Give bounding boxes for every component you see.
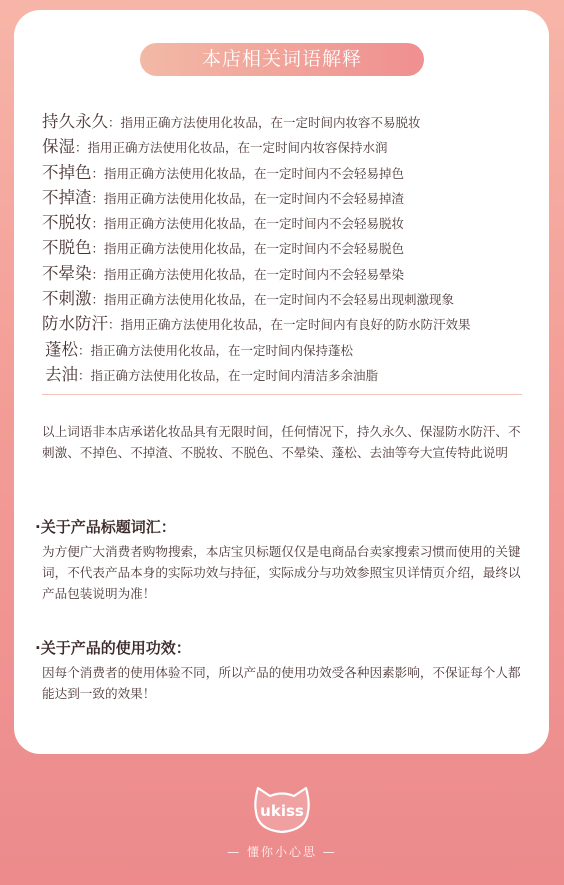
term-row-fangshui xyxy=(42,310,542,335)
term-row-butuose xyxy=(42,234,542,259)
term-name: 不掉色 xyxy=(42,162,92,182)
term-row-butuozhuang xyxy=(42,209,542,234)
term-definition: 指正确方法使用化妆品，在一定时间内清洁多余油脂 xyxy=(90,367,379,383)
term-sep: ： xyxy=(91,190,105,206)
term-list xyxy=(42,108,542,386)
term-definition: 指用正确方法使用化妆品，在一定时间内不会轻易出现刺激现象 xyxy=(104,292,455,308)
term-sep: ： xyxy=(108,317,121,333)
term-name: 不脱妆 xyxy=(42,213,92,233)
term-name: 持久永久 xyxy=(42,112,108,131)
term-name: 不刺激 xyxy=(42,289,92,309)
term-row-pengsong xyxy=(42,336,542,361)
term-row-budiaose xyxy=(42,159,542,184)
divider xyxy=(42,394,522,395)
term-sep: ： xyxy=(91,266,105,282)
term-definition: 指用正确方法使用化妆品，在一定时间内妆容不易脱妆 xyxy=(120,115,421,130)
brand-logo xyxy=(250,780,314,836)
term-row-buyunran xyxy=(42,260,542,285)
term-sep: ： xyxy=(75,140,88,156)
term-sep: ： xyxy=(78,367,91,383)
term-name: 不脱色 xyxy=(42,238,92,258)
term-definition: 指用正确方法使用化妆品，在一定时间内不会轻易脱色 xyxy=(104,241,405,257)
term-sep: ： xyxy=(91,292,105,308)
term-name: 蓬松 xyxy=(45,339,78,359)
term-sep: ： xyxy=(91,241,105,257)
term-sep: ： xyxy=(91,216,105,232)
term-sep: ： xyxy=(91,165,105,181)
page-title: 本店相关词语解释 xyxy=(140,43,424,76)
term-definition: 指用正确方法使用化妆品，在一定时间内不会轻易脱妆 xyxy=(104,216,405,232)
term-definition: 指用正确方法使用化妆品，在一定时间内不会轻易掉渣 xyxy=(104,190,405,206)
term-name: 不晕染 xyxy=(42,263,92,283)
term-definition: 指用正确方法使用化妆品，在一定时间内不会轻易晕染 xyxy=(104,266,405,282)
term-name: 保湿 xyxy=(42,137,75,157)
term-definition: 指用正确方法使用化妆品，在一定时间内不会轻易掉色 xyxy=(104,165,405,181)
section-heading-title-words: ·关于产品标题词汇： xyxy=(35,518,176,536)
term-sep: ： xyxy=(78,342,91,358)
section-body-title-words: 为方便广大消费者购物搜索，本店宝贝标题仅仅是电商品台卖家搜索习惯而使用的关键词，不代表产品本身的实际功效与持征，实际成分与功效参照宝贝详情页介绍，最终以产品包装说明为准！ xyxy=(42,544,521,601)
term-sep: ： xyxy=(108,115,121,130)
term-row-chijiu xyxy=(42,108,542,133)
term-row-baoshi xyxy=(42,133,542,158)
section-heading-efficacy: ·关于产品的使用功效： xyxy=(35,639,191,657)
term-name: 防水防汗 xyxy=(42,314,108,334)
term-row-buciji xyxy=(42,285,542,310)
content-card xyxy=(14,10,549,754)
section-body-efficacy: 因每个消费者的使用体验不同，所以产品的使用功效受各种因素影响，不保证每个人都能达到一致的效果！ xyxy=(42,665,521,701)
term-name: 去油 xyxy=(45,364,78,384)
term-name: 不掉渣 xyxy=(42,187,92,207)
brand-logo-text: ukiss xyxy=(260,802,304,820)
term-definition: 指用正确方法使用化妆品，在一定时间内妆容保持水润 xyxy=(87,140,388,156)
disclaimer-text: 以上词语非本店承诺化妆品具有无限时间，任何情况下，持久永久、保湿防水防汗、不刺激、不掉色、不掉渣、不脱妆、不脱色、不晕染、蓬松、去油等夸大宣传特此说明 xyxy=(42,424,521,460)
term-row-budiaozha xyxy=(42,184,542,209)
term-definition: 指用正确方法使用化妆品，在一定时间内有良好的防水防汗效果 xyxy=(120,317,471,333)
term-row-quyou xyxy=(42,361,542,386)
term-definition: 指正确方法使用化妆品，在一定时间内保持蓬松 xyxy=(90,342,354,358)
brand-slogan: — 懂你小心思 — xyxy=(227,845,337,859)
